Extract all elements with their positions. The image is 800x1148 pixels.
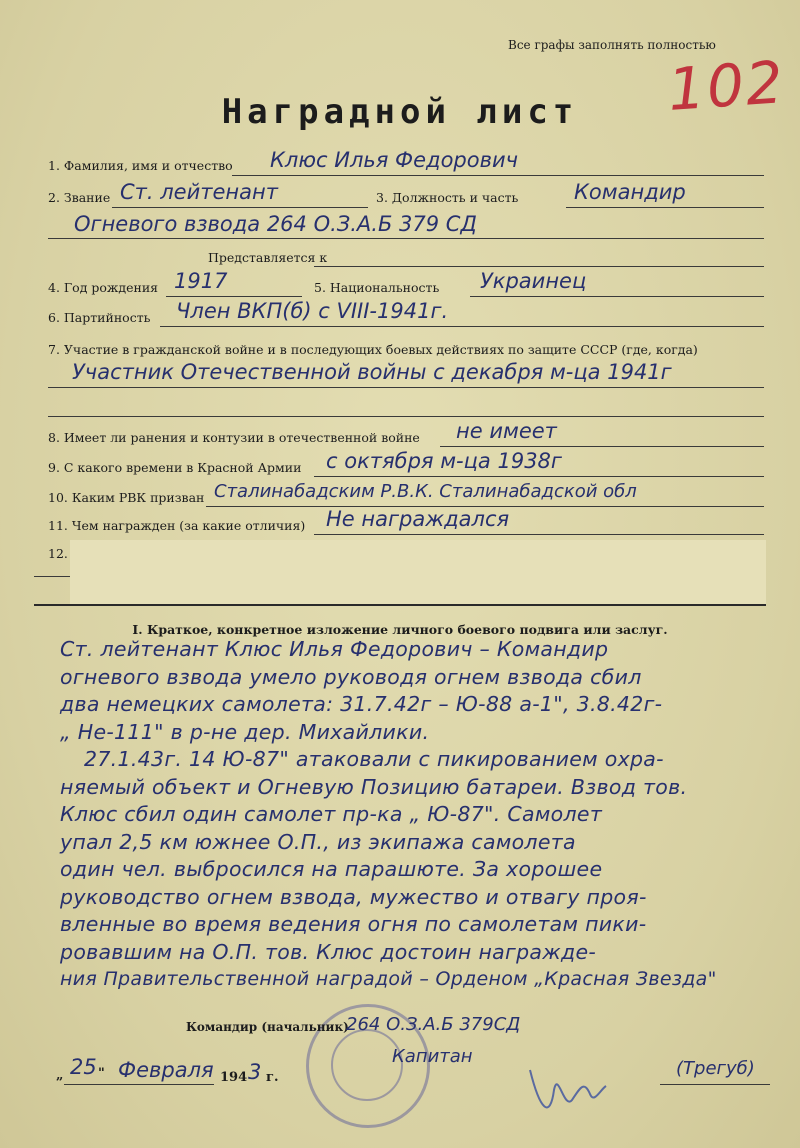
- field-7-value: Участник Отечественной войны с декабря м-ца 1941г: [72, 360, 672, 384]
- story-line: руководство огнем взвода, мужество и отвагу проя-: [60, 884, 647, 909]
- field-12-label: 12.: [48, 546, 68, 561]
- field-7-line-1: [48, 387, 764, 388]
- story-line: 27.1.43г. 14 Ю-87" атаковали с пикированием охра-: [84, 747, 664, 771]
- field-6-line: [160, 326, 764, 327]
- field-12-line-1: [34, 576, 74, 577]
- field-3-line-2: [48, 238, 764, 239]
- field-3-value: Командир: [574, 180, 686, 204]
- field-7-line-2: [48, 416, 764, 417]
- story-line: ровавшим на О.П. тов. Клюс достоин награжде-: [60, 939, 597, 964]
- field-5-line: [470, 296, 764, 297]
- field-6-label: 6. Партийность: [48, 310, 151, 325]
- date-month: Февраля: [118, 1058, 214, 1082]
- story-line: вленные во время ведения огня по самолетам пики-: [60, 912, 647, 936]
- handwritten-signature: [520, 1050, 610, 1122]
- page-title: Наградной лист: [221, 92, 579, 132]
- field-8-value: не имеет: [456, 419, 557, 443]
- field-2-value: Ст. лейтенант: [120, 180, 278, 204]
- presented-line: [314, 266, 764, 267]
- field-11-value: Не награждался: [326, 507, 510, 531]
- story-line: няемый объект и Огневую Позицию батареи. Взвод тов.: [60, 774, 688, 799]
- story-line: Клюс сбил один самолет пр-ка „ Ю-87". Самолет: [60, 802, 603, 826]
- story-line: Ст. лейтенант Клюс Илья Федорович – Командир: [60, 637, 609, 661]
- commander-rank: Капитан: [392, 1046, 473, 1067]
- field-3-value-cont: Огневого взвода 264 О.З.А.Б 379 СД: [74, 212, 477, 236]
- field-3-line: [566, 207, 764, 208]
- top-note: Все графы заполнять полностью: [508, 38, 716, 52]
- field-9-label: 9. С какого времени в Красной Армии: [48, 460, 302, 475]
- field-5-label: 5. Национальность: [314, 280, 440, 295]
- date-open-quote: „: [56, 1068, 64, 1083]
- commander-name: (Трегуб): [676, 1058, 755, 1079]
- story-line: ния Правительственной наградой – Орденом „Красная Звезда": [60, 968, 717, 990]
- section-divider: [34, 604, 766, 606]
- field-9-value: с октября м-ца 1938г: [326, 449, 562, 473]
- field-10-label: 10. Каким РВК призван: [48, 490, 205, 505]
- commander-unit: 264 О.З.А.Б 379СД: [346, 1014, 521, 1035]
- story-line: два немецких самолета: 31.7.42г – Ю-88 а-1", 3.8.42г-: [60, 692, 663, 716]
- field-1-value: Клюс Илья Федорович: [270, 148, 519, 172]
- field-8-label: 8. Имеет ли ранения и контузии в отечественной войне: [48, 430, 420, 445]
- field-7-label: 7. Участие в гражданской войне и в последующих боевых действиях по защите СССР (где, когда): [48, 342, 698, 357]
- field-9-line: [314, 476, 764, 477]
- field-4-line: [166, 296, 302, 297]
- field-8-line: [440, 446, 764, 447]
- story-line: огневого взвода умело руководя огнем взвода сбил: [60, 664, 642, 689]
- story-line: упал 2,5 км южнее О.П., из экипажа самолета: [60, 829, 576, 854]
- date-year-suffix: г.: [266, 1070, 279, 1085]
- date-line: [64, 1084, 214, 1085]
- story-text: [60, 636, 790, 994]
- redacted-area: [70, 540, 766, 606]
- field-1-line: [232, 175, 764, 176]
- field-2-label: 2. Звание: [48, 190, 111, 205]
- section-title: I. Краткое, конкретное изложение личного боевого подвига или заслуг.: [132, 622, 668, 637]
- field-4-label: 4. Год рождения: [48, 280, 159, 295]
- field-4-value: 1917: [174, 269, 228, 293]
- field-10-value: Сталинабадским Р.В.К. Сталинабадской обл: [214, 481, 637, 502]
- presented-label: Представляется к: [208, 250, 328, 265]
- field-11-line: [314, 534, 764, 535]
- date-day: 25: [70, 1055, 97, 1079]
- story-line: „ Не-111" в р-не дер. Михайлики.: [60, 719, 430, 744]
- field-3-label: 3. Должность и часть: [376, 190, 519, 205]
- sheet-number: 102: [665, 48, 787, 124]
- date-close-quote: ": [98, 1066, 105, 1081]
- field-11-label: 11. Чем награжден (за какие отличия): [48, 518, 306, 533]
- signature-line: [660, 1084, 770, 1085]
- field-5-value: Украинец: [480, 269, 587, 293]
- story-line: один чел. выбросился на парашюте. За хорошее: [60, 857, 603, 881]
- date-year-digit: 3: [248, 1060, 262, 1084]
- field-1-label: 1. Фамилия, имя и отчество: [48, 158, 233, 173]
- field-2-line: [112, 207, 368, 208]
- field-6-value: Член ВКП(б) с VIII-1941г.: [176, 299, 449, 323]
- date-year-prefix: 194: [220, 1070, 248, 1085]
- commander-label: Командир (начальник): [186, 1020, 349, 1034]
